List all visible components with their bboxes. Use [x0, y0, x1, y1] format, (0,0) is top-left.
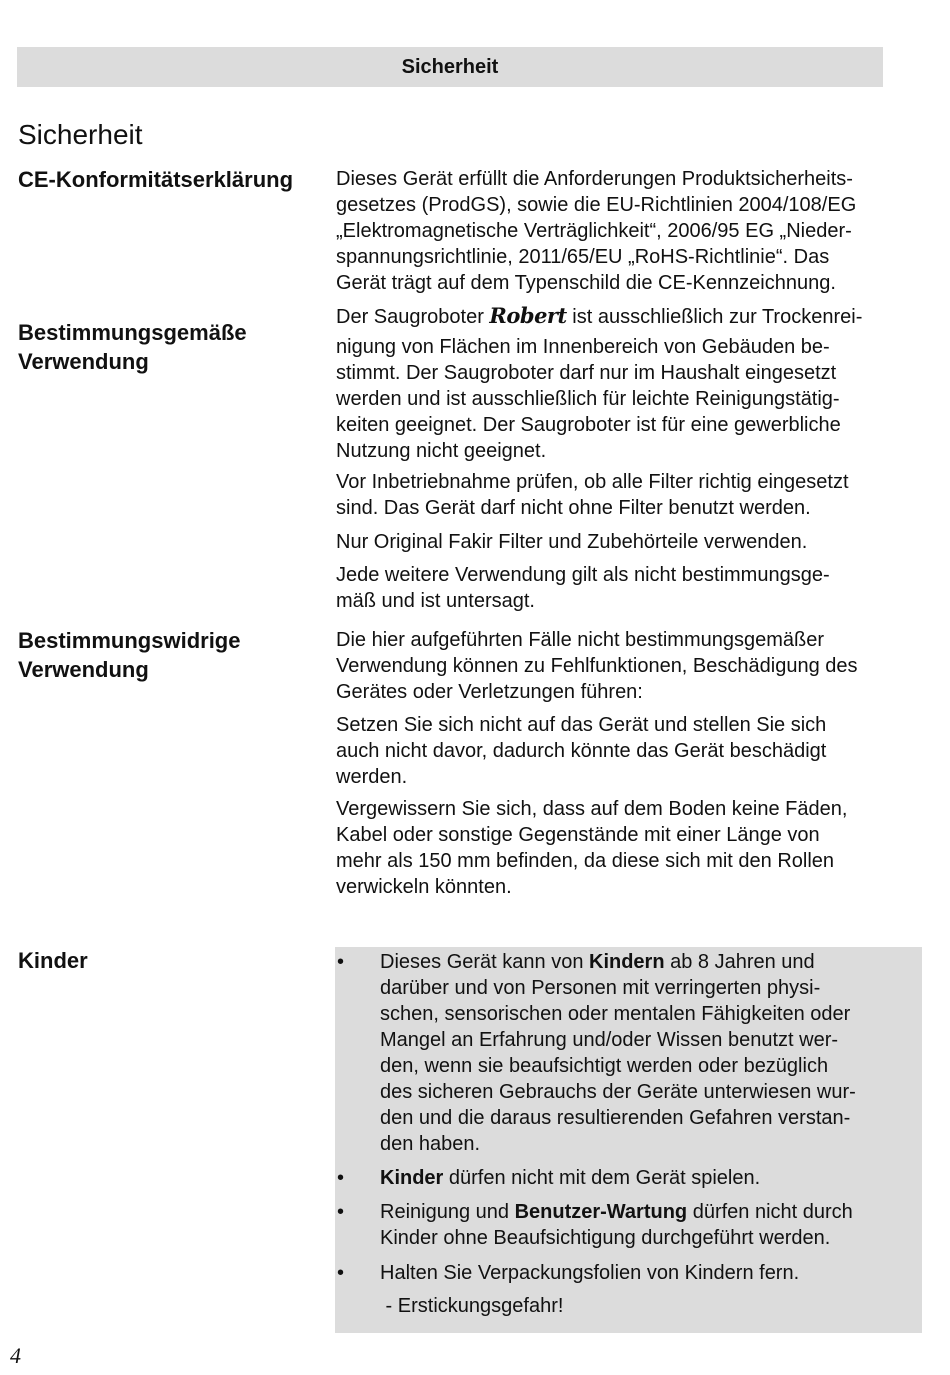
improper-use-p3: Vergewissern Sie sich, dass auf dem Boden keine Fäden, Kabel oder sonstige Gegenstände mit einer Länge von mehr als 150 mm befinden, da diese sich mit den Rollen verwickeln könnten.: [336, 798, 848, 898]
page-title: Sicherheit: [18, 119, 143, 150]
children-bullet-3-text: [380, 1199, 920, 1251]
intended-use-p3: Nur Original Fakir Filter und Zubehörteile verwenden.: [336, 531, 808, 553]
robert-logo: Robert: [489, 303, 567, 328]
intended-use-p1: [336, 303, 926, 330]
section-label-children: Kinder: [18, 948, 88, 973]
ce-text: Dieses Gerät erfüllt die Anforderungen Produktsicherheits- gesetzes (ProdGS), sowie die EU-Richtlinien 2004/108/EG „Elektromagnetische Verträglichkeit“, 2006/95 EG „Nieder- spannungsrichtlinie, 2011/65/EU „RoHS-Richtlinie“. Das Gerät trägt auf dem Typenschild die CE-Kennzeichnung.: [336, 168, 857, 294]
improper-use-p2: Setzen Sie sich nicht auf das Gerät und stellen Sie sich auch nicht davor, dadurch könnte das Gerät beschädigt werden.: [336, 714, 827, 788]
bullet-dot: •: [337, 1262, 345, 1284]
children-bullet-2-text: [380, 1165, 920, 1191]
section-label-improper-use: Bestimmungswidrige Verwendung: [18, 628, 241, 682]
intended-use-p2: Vor Inbetriebnahme prüfen, ob alle Filter richtig eingesetzt sind. Das Gerät darf nicht ohne Filter benutzt werden.: [336, 471, 849, 519]
children-bullet-1-text: [380, 949, 920, 1157]
page-header-bar: [17, 47, 883, 87]
intended-use-p4: Jede weitere Verwendung gilt als nicht bestimmungsge- mäß und ist untersagt.: [336, 564, 830, 612]
improper-use-p1: Die hier aufgeführten Fälle nicht bestimmungsgemäßer Verwendung können zu Fehlfunktionen, Beschädigung des Gerätes oder Verletzungen führen:: [336, 629, 858, 703]
b1-pre: Dieses Gerät kann von: [380, 951, 589, 973]
b3-bold: Benutzer-Wartung: [514, 1201, 688, 1223]
bullet-dot: •: [337, 1201, 345, 1223]
section-label-intended-use: Bestimmungsgemäße Verwendung: [18, 320, 247, 374]
section-label-ce: CE-Konformitätserklärung: [18, 167, 294, 192]
b1-bold: Kindern: [589, 951, 665, 973]
b1-post: ab 8 Jahren und darüber und von Personen mit verringerten physi- schen, sensorischen oder mentalen Fähigkeiten oder Mangel an Erfahrung und/oder Wissen benutzt wer- den, wenn sie beaufsichtigt werden oder bezüglich des sicheren Gebrauchs der Geräte unterwiesen wur- den und die daraus resultierenden Gefahren verstan- den haben.: [380, 951, 856, 1155]
page-number: 4: [10, 1343, 21, 1368]
children-bullet-4-text: [380, 1260, 920, 1286]
b3-post: dürfen nicht durch Kinder ohne Beaufsichtigung durchgeführt werden.: [380, 1201, 853, 1249]
b2-bold: Kinder: [380, 1167, 444, 1189]
header-title: Sicherheit: [401, 55, 499, 78]
intended-use-p1-after: ist ausschließlich zur Trockenrei-: [566, 306, 863, 328]
b4-sub-text: - Erstickungsgefahr!: [380, 1295, 564, 1317]
intended-use-p1-rest: nigung von Flächen im Innenbereich von Gebäuden be- stimmt. Der Saugroboter darf nur im Haushalt eingesetzt werden und ist ausschließlich für leichte Reinigungstätig- keiten geeignet. Der Saugroboter ist für eine gewerbliche Nutzung nicht geeignet.: [336, 336, 841, 462]
b2-post: dürfen nicht mit dem Gerät spielen.: [443, 1167, 761, 1189]
intended-use-p1-before: Der Saugroboter: [336, 306, 490, 328]
bullet-dot: •: [337, 1167, 345, 1189]
b4-text: Halten Sie Verpackungsfolien von Kindern fern.: [380, 1262, 800, 1284]
b3-pre: Reinigung und: [380, 1201, 515, 1223]
bullet-dot: •: [337, 951, 345, 973]
